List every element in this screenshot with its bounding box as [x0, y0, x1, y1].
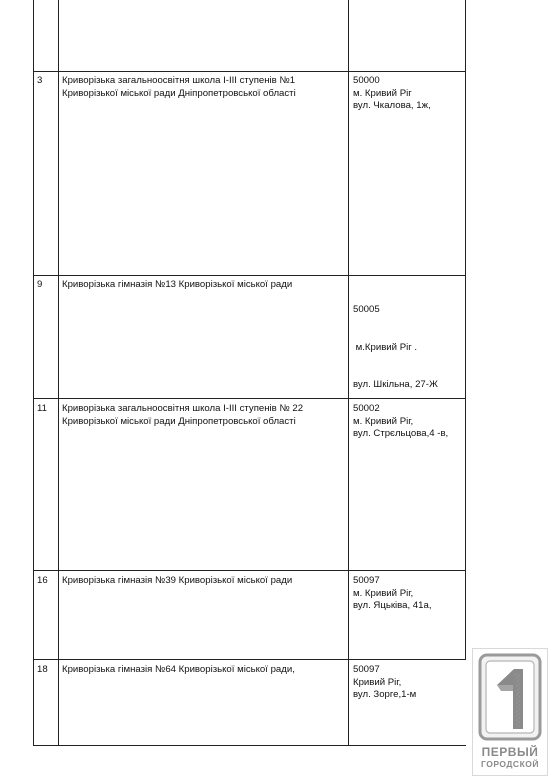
- row-number: 3: [37, 75, 43, 86]
- column-divider-address: [348, 0, 349, 746]
- row-divider: [33, 71, 466, 72]
- watermark-brand-line1: ПЕРВЫЙ: [481, 745, 539, 759]
- school-name: Криворізька гімназія №39 Криворізької міської ради: [62, 575, 293, 586]
- school-address: 50002 м. Кривий Ріг, вул. Стрєльцова,4 -в,: [353, 403, 449, 439]
- table-border-bottom: [33, 745, 466, 746]
- school-address: 50000 м. Кривий Ріг вул. Чкалова, 1ж,: [353, 75, 431, 111]
- school-name: Криворізька гімназія №13 Криворізької міської ради: [62, 279, 293, 290]
- school-address: 50097 м. Кривий Ріг, вул. Яцьківа, 41а,: [353, 575, 432, 611]
- row-number: 11: [37, 403, 47, 414]
- numeral-one-logo-icon: [473, 649, 547, 745]
- school-name: Криворізька загальноосвітня школа І-ІІІ ступенів № 22 Криворізької міської ради Дніпропетровської області: [62, 403, 304, 427]
- row-number: 9: [37, 279, 43, 290]
- school-name: Криворізька гімназія №64 Криворізької міської ради,: [62, 664, 295, 675]
- row-divider: [33, 570, 466, 571]
- school-address: 50005 м.Кривий Ріг . вул. Шкільна, 27-Ж: [353, 304, 438, 390]
- column-divider-number: [58, 0, 59, 746]
- watermark-brand-line2: ГОРОДСКОЙ: [481, 759, 539, 769]
- watermark-logo: [472, 648, 548, 776]
- row-number: 16: [37, 575, 48, 586]
- table-border-left: [33, 0, 34, 746]
- row-divider: [33, 275, 466, 276]
- school-name: Криворізька загальноосвітня школа І-ІІІ ступенів №1 Криворізької міської ради Дніпропетровської області: [62, 75, 296, 99]
- row-number: 18: [37, 664, 48, 675]
- school-address: 50097 Кривий Ріг, вул. Зорге,1-м: [353, 664, 417, 700]
- schools-table: [33, 0, 466, 746]
- table-border-right: [465, 0, 466, 660]
- row-divider: [33, 659, 466, 660]
